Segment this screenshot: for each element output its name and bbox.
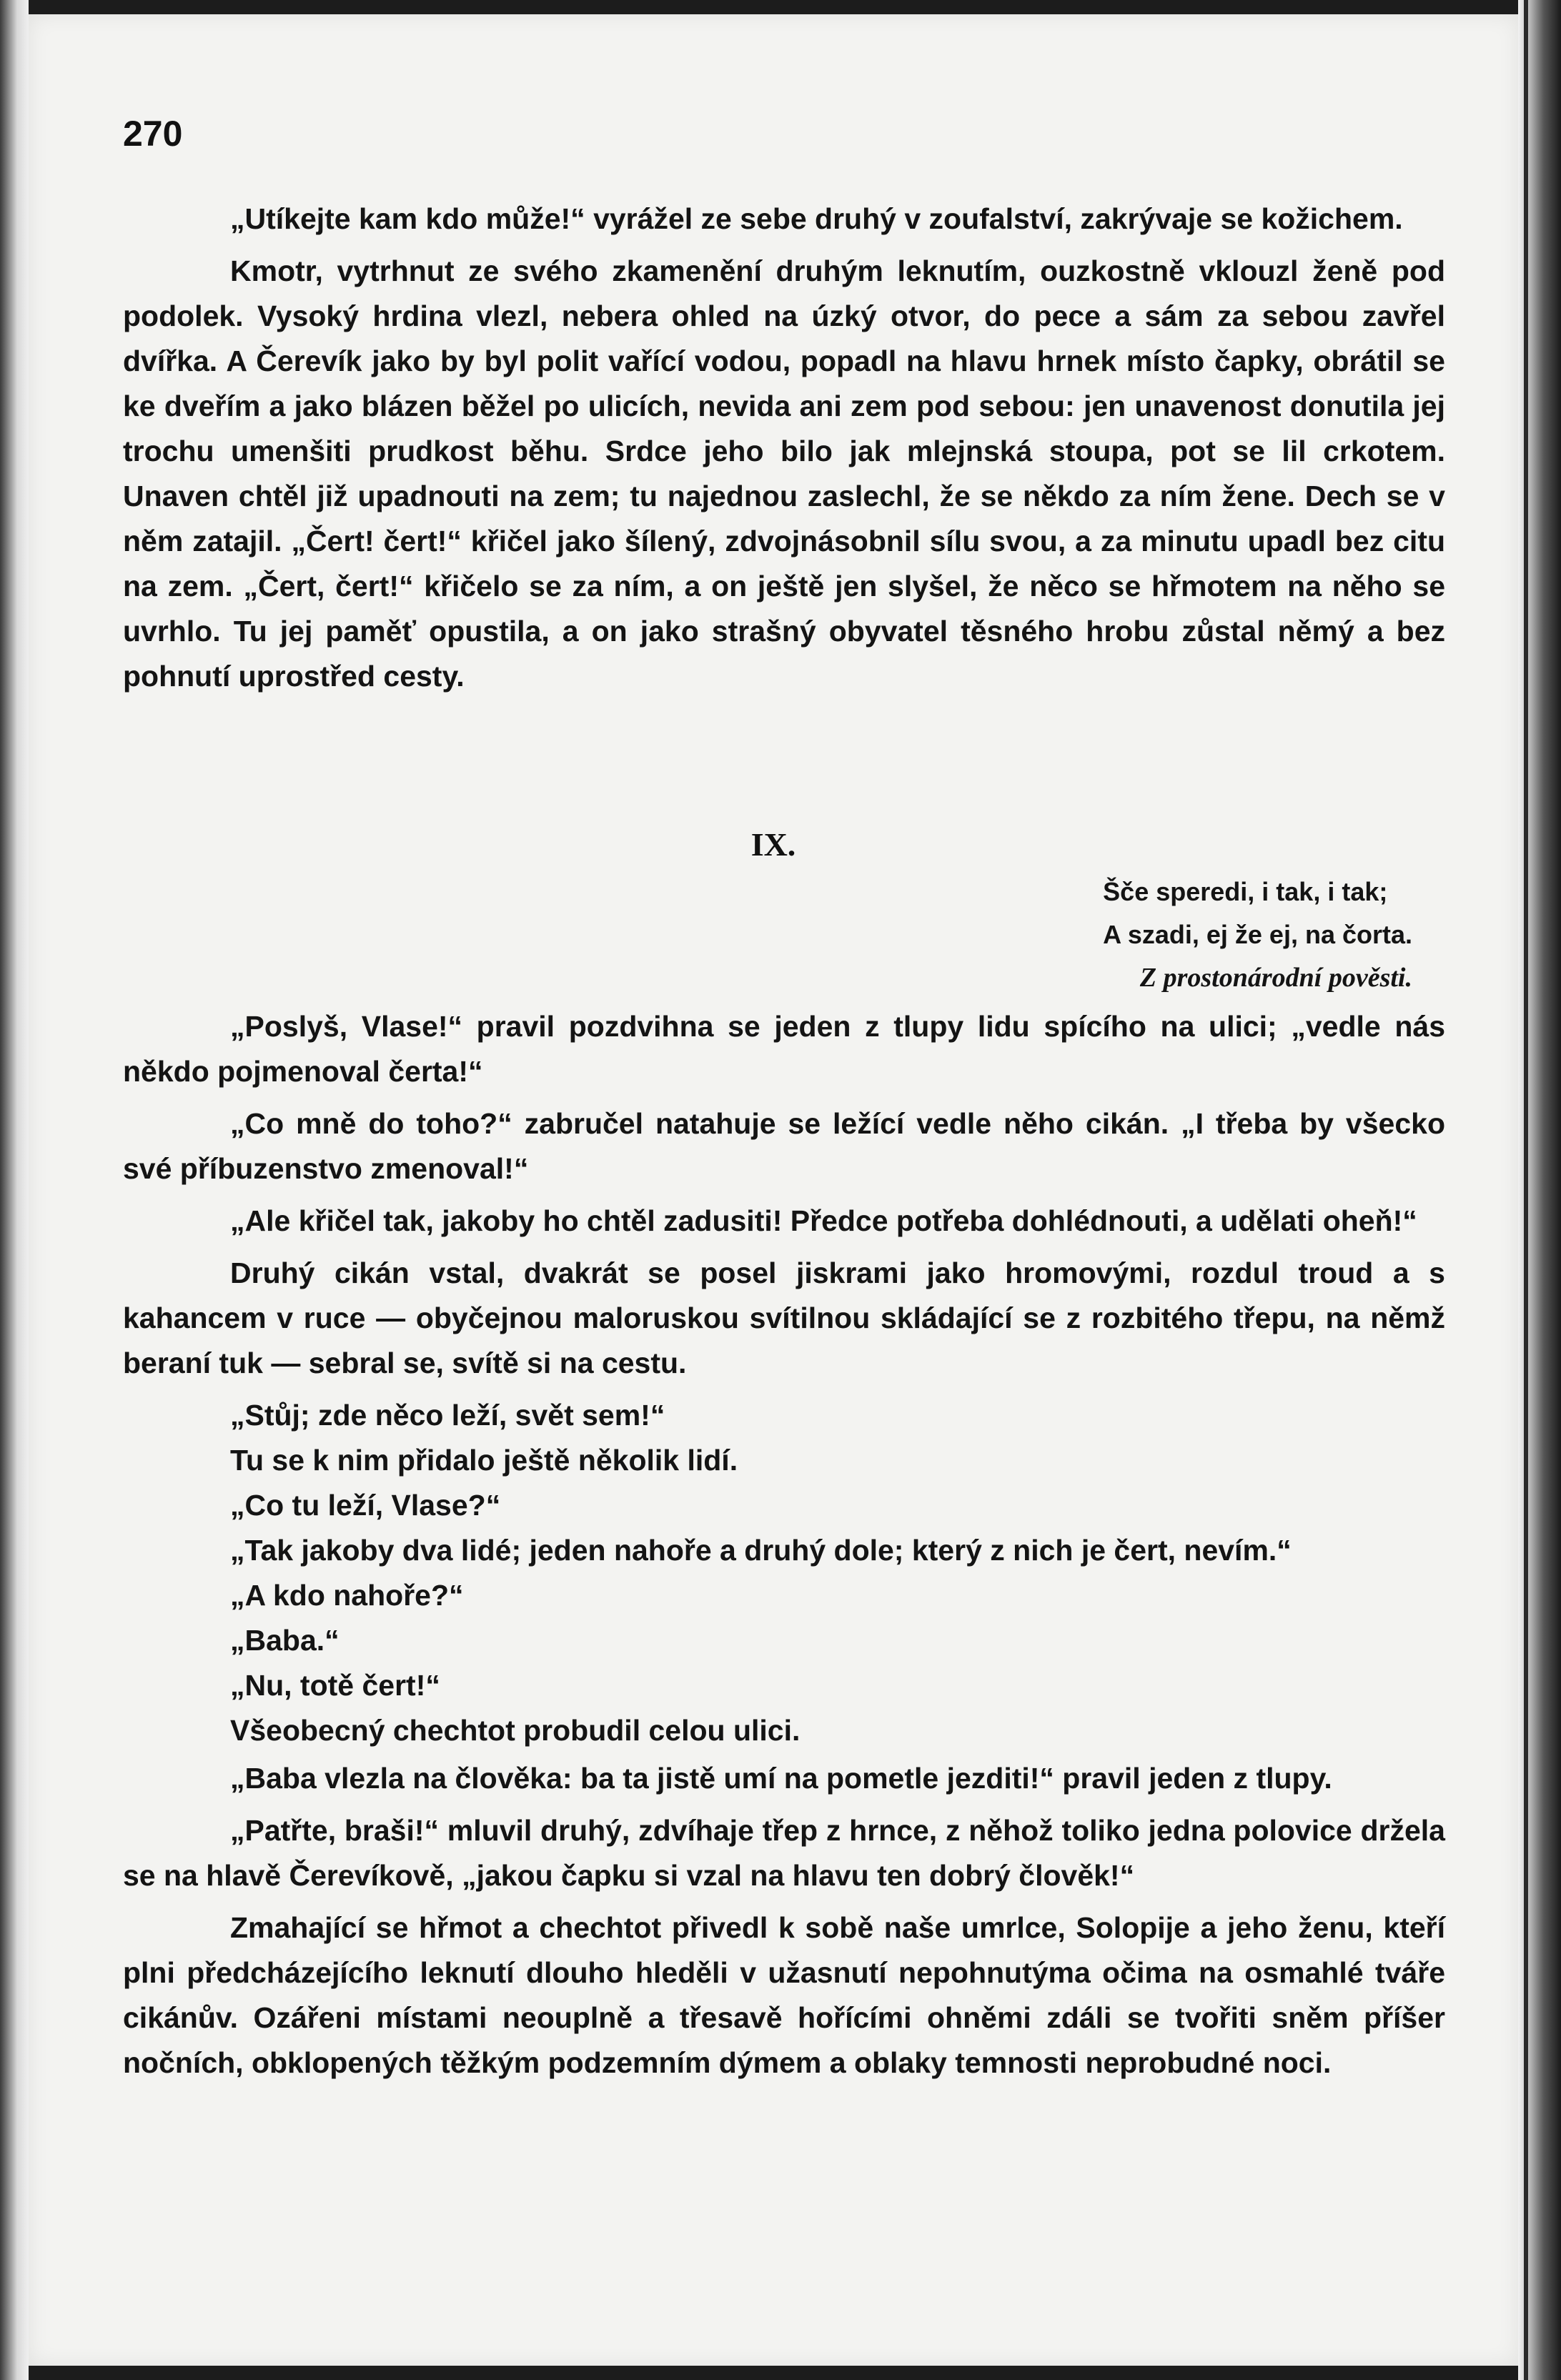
- book-page: [29, 14, 1518, 2366]
- chapter-heading: IX.: [750, 826, 796, 863]
- dialogue-line: „A kdo nahoře?“: [230, 1579, 464, 1612]
- paragraph: „Patřte, braši!“ mluvil druhý, zdvíhaje třep z hrnce, z něhož toliko jedna polovice držela se na hlavě Čerevíkově, „jakou čapku si vzal na hlavu ten dobrý člověk!“: [123, 1814, 1445, 1892]
- dialogue-line: Tu se k nim přidalo ještě několik lidí.: [230, 1444, 738, 1477]
- paragraph: „Ale křičel tak, jakoby ho chtěl zadusiti! Předce potřeba dohlédnouti, a udělati oheň!“: [230, 1204, 1417, 1237]
- text-block-before-chapter: [123, 197, 1445, 706]
- page-number: 270: [123, 114, 183, 154]
- dialogue-line: „Stůj; zde něco leží, svět sem!“: [230, 1399, 665, 1432]
- paragraph: „Co mně do toho?“ zabručel natahuje se ležící vedle něho cikán. „I třeba by všecko své příbuzenstvo zmenoval!“: [123, 1107, 1445, 1185]
- dialogue-line: „Nu, totě čert!“: [230, 1669, 440, 1702]
- dialogue-line: „Tak jakoby dva lidé; jeden nahoře a druhý dole; který z nich je čert, nevím.“: [230, 1534, 1292, 1567]
- dialogue-line: Všeobecný chechtot probudil celou ulici.: [230, 1714, 801, 1747]
- paragraph: Kmotr, vytrhnut ze svého zkamenění druhým leknutím, ouzkostně vklouzl ženě pod podolek. Vysoký hrdina vlezl, nebera ohled na úzký otvor, do pece a sám za sebou zavřel dvířka. A Čerevík jako by byl polit vařící vodou, popadl na hlavu hrnek místo čapky, obrátil se ke dveřím a jako blázen běžel po ulicích, nevida ani zem pod sebou: jen unavenost donutila jej trochu umenšiti prudkost běhu. Srdce jeho bilo jak mlejnská stoupa, pot se lil crkotem. Unaven chtěl již upadnouti na zem; tu najednou zaslechl, že se někdo za ním žene. Dech se v něm zatajil. „Čert! čert!“ křičel jako šílený, zdvojnásobnil sílu svou, a za minutu upadl bez citu na zem. „Čert, čert!“ křičelo se za ním, a on ještě jen slyšel, že něco se hřmotem na něho se uvrhlo. Tu jej paměť opustila, a on jako strašný obyvatel těsného hrobu zůstal němý a bez pohnutí uprostřed cesty.: [123, 254, 1445, 693]
- paragraph: Zmahající se hřmot a chechtot přivedl k sobě naše umrlce, Solopije a jeho ženu, kteří plni předcházejícího leknutí dlouho hleděli v užasnutí nepohnutýma očima na osmahlé tváře cikánův. Ozářeni místami neouplně a třesavě hořícími ohněmi zdáli se tvořiti sněm příšer nočních, obklopených těžkým podzemním dýmem a oblaky temnosti neprobudné noci.: [123, 1911, 1445, 2079]
- paragraph: „Utíkejte kam kdo může!“ vyrážel ze sebe druhý v zoufalství, zakrývaje se kožichem.: [230, 202, 1403, 235]
- epigraph-line: A szadi, ej že ej, na čorta.: [1103, 920, 1412, 949]
- dialogue-line: „Baba.“: [230, 1624, 340, 1657]
- epigraph: [1103, 871, 1412, 999]
- text-block-after-chapter: [123, 1004, 1445, 2093]
- paragraph: „Baba vlezla na člověka: ba ta jistě umí na pometle jezditi!“ pravil jeden z tlupy.: [230, 1762, 1332, 1795]
- paragraph: „Poslyš, Vlase!“ pravil pozdvihna se jeden z tlupy lidu spícího na ulici; „vedle nás někdo pojmenoval čerta!“: [123, 1010, 1445, 1088]
- scan-edge-right: [1518, 0, 1561, 2380]
- dialogue-line: „Co tu leží, Vlase?“: [230, 1489, 501, 1522]
- epigraph-source: Z prostonárodní pověsti.: [1139, 963, 1412, 993]
- scan-edge-left: [0, 0, 29, 2380]
- paragraph: Druhý cikán vstal, dvakrát se posel jiskrami jako hromovými, rozdul troud a s kahancem v ruce — obyčejnou maloruskou svítilnou skládající se z rozbitého třepu, na němž beraní tuk — sebral se, svítě si na cestu.: [123, 1256, 1445, 1379]
- epigraph-line: Šče speredi, i tak, i tak;: [1103, 877, 1388, 906]
